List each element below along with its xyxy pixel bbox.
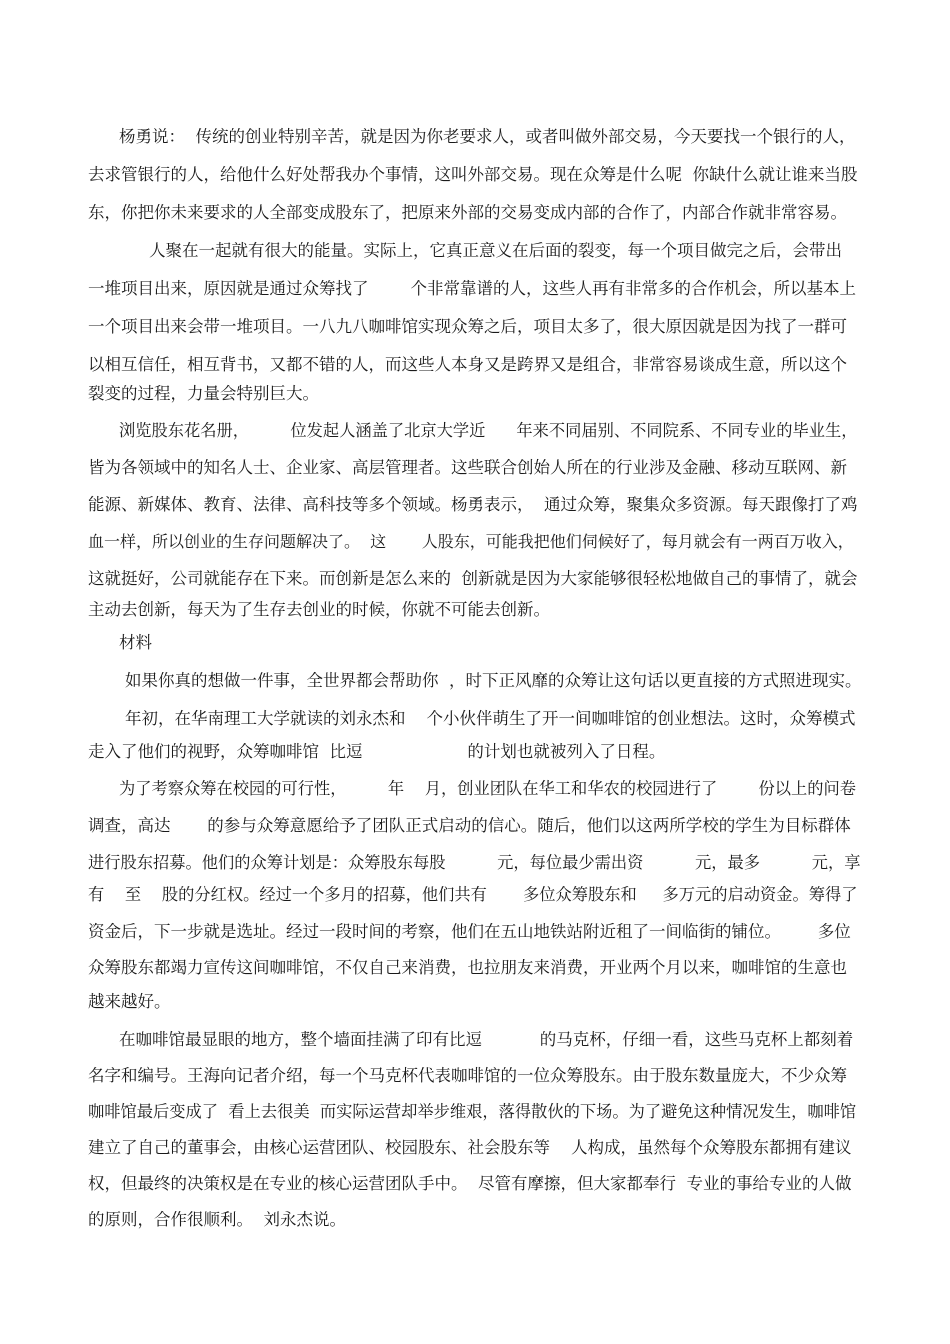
text-line: 众筹股东都竭力宣传这间咖啡馆，不仅自己来消费，也拉朋友来消费，开业两个月以来，咖啡馆的生意也 (88, 958, 847, 977)
text-line: 血一样，所以创业的生存问题解决了。 这 人股东，可能我把他们伺候好了，每月就会有一两百万收入， (88, 532, 854, 551)
text-line: 建立了自己的董事会，由核心运营团队、校园股东、社会股东等 人构成，虽然每个众筹股东都拥有建议 (88, 1138, 852, 1157)
text-line: 主动去创新，每天为了生存去创业的时候，你就不可能去创新。 (88, 600, 550, 619)
text-line: 浏览股东花名册， 位发起人涵盖了北京大学近 年来不同届别、不同院系、不同专业的毕业生， (119, 421, 858, 440)
text-line: 如果你真的想做一件事，全世界都会帮助你 ，时下正风靡的众筹让这句话以更直接的方式照进现实。 (125, 671, 862, 690)
text-line: 东，你把你未来要求的人全部变成股东了，把原来外部的交易变成内部的合作了，内部合作就非常容易。 (88, 203, 847, 222)
text-line: 走入了他们的视野，众筹咖啡馆 比逗 的计划也就被列入了日程。 (88, 742, 666, 761)
text-line: 一堆项目出来，原因就是通过众筹找了 个非常靠谱的人，这些人再有非常多的合作机会，所以基本上 (88, 279, 856, 298)
text-line: 去求管银行的人，给他什么好处帮我办个事情，这叫外部交易。现在众筹是什么呢 你缺什么就让谁来当股 (88, 165, 858, 184)
text-line: 为了考察众筹在校园的可行性， 年 月，创业团队在华工和华农的校园进行了 份以上的问卷 (119, 779, 857, 798)
text-line: 杨勇说： 传统的创业特别辛苦，就是因为你老要求人，或者叫做外部交易，今天要找一个银行的人， (119, 127, 856, 146)
text-line: 能源、新媒体、教育、法律、高科技等多个领域。杨勇表示， 通过众筹，聚集众多资源。每天跟像打了鸡 (88, 495, 858, 514)
text-line: 以相互信任，相互背书，又都不错的人，而这些人本身又是跨界又是组合，非常容易谈成生意，所以这个 (88, 355, 847, 374)
text-line: 资金后，下一步就是选址。经过一段时间的考察，他们在五山地铁站附近租了一间临街的铺位。 多位 (88, 922, 851, 941)
text-line: 在咖啡馆最显眼的地方，整个墙面挂满了印有比逗 的马克杯，仔细一看，这些马克杯上都刻着 (119, 1030, 854, 1049)
text-line: 的原则，合作很顺利。 刘永杰说。 (88, 1210, 346, 1229)
section-label: 材料 (119, 633, 152, 652)
text-line: 年初，在华南理工大学就读的刘永杰和 个小伙伴萌生了开一间咖啡馆的创业想法。这时，众筹模式 (125, 709, 856, 728)
text-line: 人聚在一起就有很大的能量。实际上，它真正意义在后面的裂变，每一个项目做完之后，会带出 (149, 241, 842, 260)
text-line: 调查，高达 的参与众筹意愿给予了团队正式启动的信心。随后，他们以这两所学校的学生为目标群体 (88, 816, 851, 835)
text-line: 名字和编号。王海向记者介绍，每一个马克杯代表咖啡馆的一位众筹股东。由于股东数量庞大，不少众筹 (88, 1066, 847, 1085)
text-line: 权，但最终的决策权是在专业的核心运营团队手中。 尽管有摩擦，但大家都奉行 专业的事给专业的人做 (88, 1174, 852, 1193)
text-line: 进行股东招募。他们的众筹计划是：众筹股东每股 元，每位最少需出资 元，最多 元，享 (88, 853, 861, 872)
text-line: 咖啡馆最后变成了 看上去很美 而实际运营却举步维艰，落得散伙的下场。为了避免这种情况发生，咖啡馆 (88, 1102, 857, 1121)
text-line: 越来越好。 (88, 992, 171, 1011)
text-line: 这就挺好，公司就能存在下来。而创新是怎么来的 创新就是因为大家能够很轻松地做自己的事情了，就会 (88, 569, 858, 588)
text-line: 有 至 股的分红权。经过一个多月的招募，他们共有 多位众筹股东和 多万元的启动资金。筹得了 (88, 885, 858, 904)
text-line: 裂变的过程，力量会特别巨大。 (88, 384, 319, 403)
text-line: 皆为各领域中的知名人士、企业家、高层管理者。这些联合创始人所在的行业涉及金融、移动互联网、新 (88, 458, 847, 477)
text-line: 一个项目出来会带一堆项目。一八九八咖啡馆实现众筹之后，项目太多了，很大原因就是因为找了一群可 (88, 317, 847, 336)
